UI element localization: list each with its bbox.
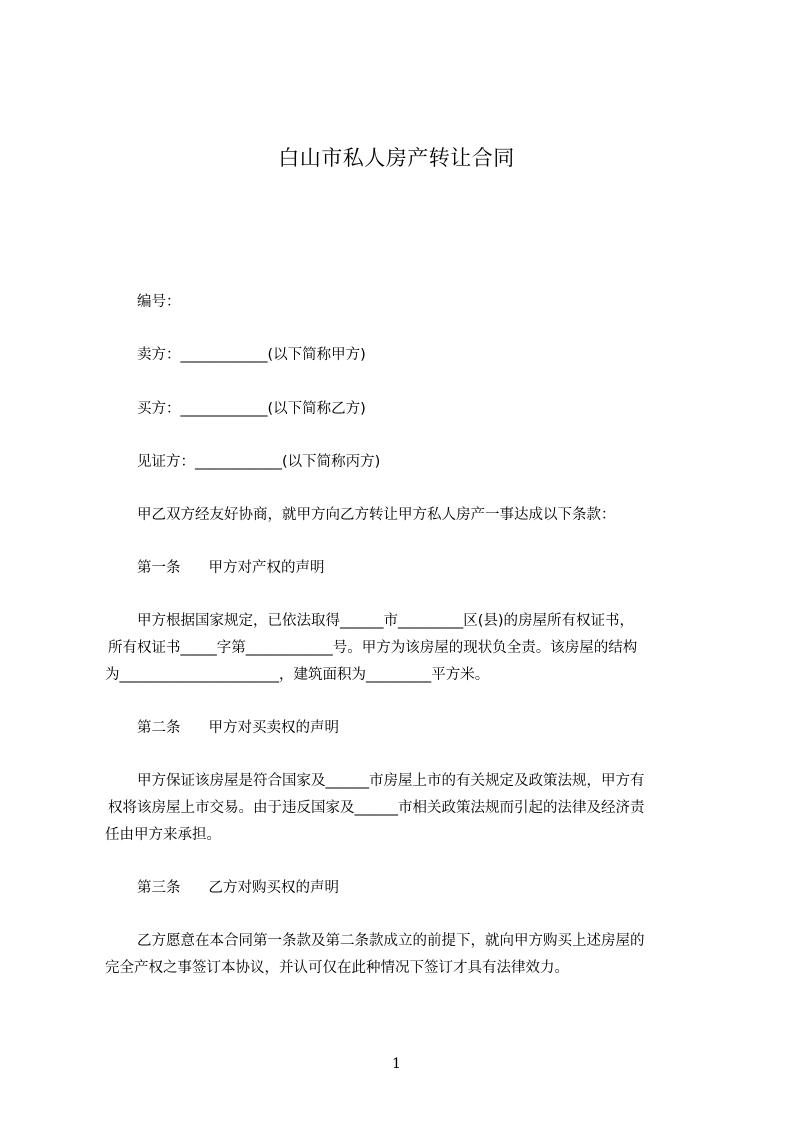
article-2-number: 第二条	[137, 720, 181, 736]
buyer-line: 买方：____________(以下简称乙方)	[137, 401, 366, 417]
article-1-heading	[137, 558, 325, 578]
article-2-title: 甲方对买卖权的声明	[208, 720, 339, 736]
article-3-line: 完全产权之事签订本协议，并认可仅在此种情况下签订才具有法律效力。	[105, 960, 569, 976]
article-3-number: 第三条	[137, 880, 181, 896]
article-3-heading	[137, 878, 339, 898]
article-1-title: 甲方对产权的声明	[208, 560, 325, 576]
article-1-line: 为______________________，建筑面积为_________平方米。	[105, 667, 490, 683]
page-number: 1	[392, 1056, 401, 1072]
article-2-line: 甲方保证该房屋是符合国家及______市房屋上市的有关规定及政策法规，甲方有	[137, 773, 645, 789]
article-2-heading	[137, 718, 339, 738]
article-1-number: 第一条	[137, 560, 181, 576]
article-3-title: 乙方对购买权的声明	[208, 880, 339, 896]
article-3-line: 乙方愿意在本合同第一条款及第二条款成立的前提下，就向甲方购买上述房屋的	[137, 933, 645, 949]
seller-line: 卖方：____________(以下简称甲方)	[137, 347, 366, 363]
witness-line: 见证方：____________(以下简称丙方)	[137, 454, 381, 470]
contract-number-label: 编号：	[137, 294, 181, 310]
article-2-line: 任由甲方来承担。	[105, 827, 221, 843]
article-1-line: 所有权证书_____字第____________号。甲方为该房屋的现状负全责。该房屋的结构	[108, 640, 638, 656]
article-1-line: 甲方根据国家规定，已依法取得______市_________区(县)的房屋所有权证书，	[137, 613, 635, 629]
article-2-line: 权将该房屋上市交易。由于违反国家及______市相关政策法规而引起的法律及经济责	[108, 800, 645, 816]
intro-paragraph: 甲乙双方经友好协商，就甲方向乙方转让甲方私人房产一事达成以下条款：	[137, 507, 616, 523]
document-title: 白山市私人房产转让合同	[278, 146, 515, 170]
